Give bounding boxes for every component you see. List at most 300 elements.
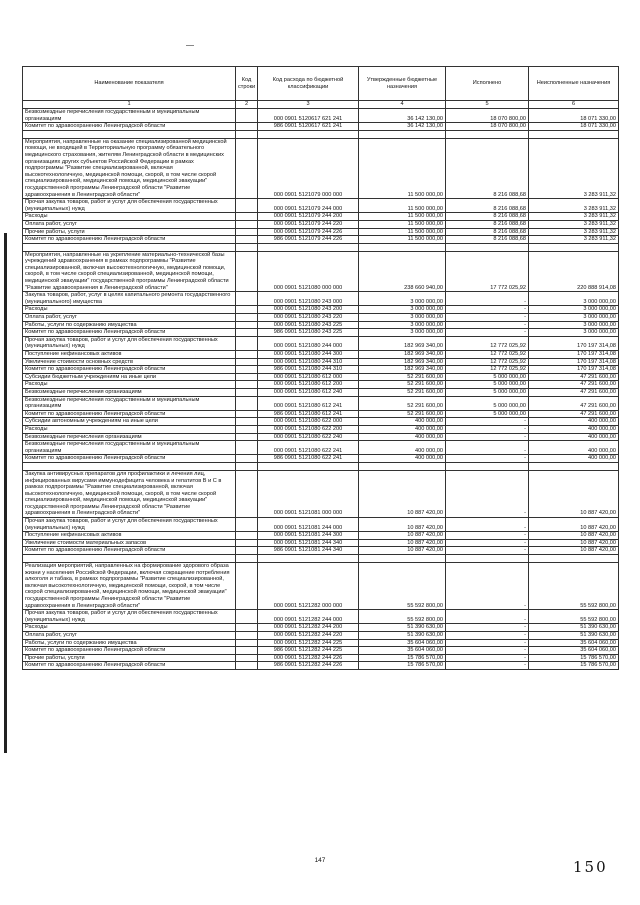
indicator-name: Расходы xyxy=(23,306,236,314)
approved-amount: 10 887 420,00 xyxy=(359,470,446,517)
approved-amount: 11 500 000,00 xyxy=(359,138,446,198)
approved-amount: 15 786 570,00 xyxy=(359,654,446,662)
header-cell: Наименование показателя xyxy=(23,67,236,101)
indicator-name: Комитет по здравоохранению Ленинградской области xyxy=(23,662,236,670)
approved-amount: 10 887 420,00 xyxy=(359,539,446,547)
executed-amount: 5 000 000,00 xyxy=(446,373,529,381)
approved-amount: 238 660 940,00 xyxy=(359,251,446,292)
executed-amount: 8 216 088,68 xyxy=(446,213,529,221)
approved-amount: 182 969 340,00 xyxy=(359,336,446,350)
executed-amount: 12 772 025,92 xyxy=(446,351,529,359)
unexecuted-amount: 170 197 314,08 xyxy=(529,336,619,350)
budget-code: 000 0901 5121081 244 300 xyxy=(258,532,359,540)
line-code xyxy=(236,455,258,463)
indicator-name: Оплата работ, услуг xyxy=(23,314,236,322)
line-code xyxy=(236,292,258,306)
table-row xyxy=(23,351,619,359)
header-cell: Исполнено xyxy=(446,67,529,101)
executed-amount: - xyxy=(446,662,529,670)
executed-amount: 12 772 025,92 xyxy=(446,336,529,350)
approved-amount: 52 291 600,00 xyxy=(359,396,446,410)
line-code xyxy=(236,314,258,322)
budget-code: 000 0901 5121282 244 226 xyxy=(258,654,359,662)
line-code xyxy=(236,624,258,632)
line-code xyxy=(236,351,258,359)
budget-code: 000 0901 5121081 000 000 xyxy=(258,470,359,517)
executed-amount: - xyxy=(446,292,529,306)
line-code xyxy=(236,631,258,639)
header-cell: Код расхода по бюджетной классификации xyxy=(258,67,359,101)
executed-amount: - xyxy=(446,441,529,455)
unexecuted-amount: 10 887 420,00 xyxy=(529,518,619,532)
approved-amount: 11 500 000,00 xyxy=(359,213,446,221)
executed-amount: - xyxy=(446,418,529,426)
indicator-name: Реализация мероприятий, направленных на формирование здорового образа жизни у населения Российской Федерации, включая сокращение потребления алкоголя и табака, в рамках подпрограммы "Развитие специализированной, включая высокотехнологичную, медицинской помощи, скорой, в том числе скорой специализированной, медицинской помощи, медицинской эвакуации" государственной программы Ленинградской области "Развитие здравоохранения в Ленинградской области" xyxy=(23,563,236,610)
header-cell: Неисполненные назначения xyxy=(529,67,619,101)
approved-amount: 400 000,00 xyxy=(359,455,446,463)
unexecuted-amount: 15 786 570,00 xyxy=(529,662,619,670)
approved-amount: 52 291 600,00 xyxy=(359,381,446,389)
table-row xyxy=(23,647,619,655)
budget-code: 000 0901 5121079 244 200 xyxy=(258,213,359,221)
approved-amount: 400 000,00 xyxy=(359,418,446,426)
approved-amount: 52 291 600,00 xyxy=(359,388,446,396)
unexecuted-amount: 51 390 630,00 xyxy=(529,631,619,639)
indicator-name xyxy=(23,462,236,470)
unexecuted-amount xyxy=(529,555,619,563)
handwritten-page-stamp: 150 xyxy=(573,858,608,876)
line-code xyxy=(236,321,258,329)
budget-code: 986 0901 5121079 244 226 xyxy=(258,236,359,244)
budget-execution-table xyxy=(22,66,619,670)
unexecuted-amount: 400 000,00 xyxy=(529,418,619,426)
line-code xyxy=(236,547,258,555)
unexecuted-amount: 170 197 314,08 xyxy=(529,366,619,374)
executed-amount: - xyxy=(446,624,529,632)
budget-code: 986 0901 5121080 612 241 xyxy=(258,410,359,418)
unexecuted-amount: 3 283 911,32 xyxy=(529,138,619,198)
unexecuted-amount: 3 283 911,32 xyxy=(529,199,619,213)
unexecuted-amount: 3 000 000,00 xyxy=(529,321,619,329)
unexecuted-amount: 3 283 911,32 xyxy=(529,220,619,228)
budget-code: 000 0901 5121080 612 000 xyxy=(258,373,359,381)
budget-code: 000 0901 5121282 244 200 xyxy=(258,624,359,632)
indicator-name: Оплата работ, услуг xyxy=(23,220,236,228)
indicator-name: Безвозмездные перечисления организациям xyxy=(23,433,236,441)
approved-amount: 11 500 000,00 xyxy=(359,236,446,244)
approved-amount: 36 142 130,00 xyxy=(359,109,446,123)
budget-code: 000 0901 5121079 244 220 xyxy=(258,220,359,228)
unexecuted-amount: 15 786 570,00 xyxy=(529,654,619,662)
budget-code: 000 0901 5121079 244 226 xyxy=(258,228,359,236)
line-code xyxy=(236,109,258,123)
executed-amount: - xyxy=(446,547,529,555)
indicator-name: Субсидии бюджетным учреждениям на иные цели xyxy=(23,373,236,381)
approved-amount: 3 000 000,00 xyxy=(359,314,446,322)
unexecuted-amount: 47 291 600,00 xyxy=(529,396,619,410)
table-row xyxy=(23,199,619,213)
approved-amount: 11 500 000,00 xyxy=(359,220,446,228)
unexecuted-amount: 3 283 911,32 xyxy=(529,236,619,244)
table-row xyxy=(23,654,619,662)
approved-amount: 10 887 420,00 xyxy=(359,547,446,555)
unexecuted-amount: 400 000,00 xyxy=(529,455,619,463)
executed-amount: 8 216 088,68 xyxy=(446,220,529,228)
indicator-name: Закупка товаров, работ, услуг в целях капитального ремонта государственного (муниципального) имущества xyxy=(23,292,236,306)
line-code xyxy=(236,228,258,236)
unexecuted-amount: 47 291 600,00 xyxy=(529,381,619,389)
unexecuted-amount: 3 283 911,32 xyxy=(529,213,619,221)
line-code xyxy=(236,555,258,563)
indicator-name: Поступление нефинансовых активов xyxy=(23,351,236,359)
approved-amount: 10 887 420,00 xyxy=(359,532,446,540)
table-row xyxy=(23,336,619,350)
approved-amount: 3 000 000,00 xyxy=(359,321,446,329)
unexecuted-amount: 10 887 420,00 xyxy=(529,539,619,547)
line-code xyxy=(236,518,258,532)
executed-amount: - xyxy=(446,433,529,441)
budget-code: 000 0901 5121080 243 000 xyxy=(258,292,359,306)
executed-amount: 5 000 000,00 xyxy=(446,396,529,410)
executed-amount: - xyxy=(446,518,529,532)
budget-code: 986 0901 5121080 244 310 xyxy=(258,366,359,374)
indicator-name: Работы, услуги по содержанию имущества xyxy=(23,321,236,329)
line-code xyxy=(236,220,258,228)
budget-code: 000 0901 5121080 000 000 xyxy=(258,251,359,292)
line-code xyxy=(236,251,258,292)
unexecuted-amount: 170 197 314,08 xyxy=(529,351,619,359)
executed-amount: 8 216 088,68 xyxy=(446,138,529,198)
table-row xyxy=(23,441,619,455)
budget-code: 986 0901 5121081 244 340 xyxy=(258,547,359,555)
executed-amount: 8 216 088,68 xyxy=(446,236,529,244)
approved-amount: 55 592 800,00 xyxy=(359,610,446,624)
unexecuted-amount: 3 000 000,00 xyxy=(529,329,619,337)
executed-amount: 17 772 025,92 xyxy=(446,251,529,292)
table-row xyxy=(23,639,619,647)
indicator-name: Расходы xyxy=(23,624,236,632)
budget-code: 000 0901 5121080 612 240 xyxy=(258,388,359,396)
budget-code: 000 0901 5121081 244 340 xyxy=(258,539,359,547)
table-row xyxy=(23,418,619,426)
unexecuted-amount: 35 604 060,00 xyxy=(529,647,619,655)
executed-amount: - xyxy=(446,425,529,433)
left-margin-mark xyxy=(4,233,7,753)
indicator-name: Прочая закупка товаров, работ и услуг для обеспечения государственных (муниципальных) нужд xyxy=(23,518,236,532)
column-number: 6 xyxy=(529,101,619,109)
budget-code: 986 0901 5120617 621 241 xyxy=(258,123,359,131)
line-code xyxy=(236,647,258,655)
budget-code: 000 0901 5121079 000 000 xyxy=(258,138,359,198)
unexecuted-amount: 51 390 630,00 xyxy=(529,624,619,632)
indicator-name: Безвозмездные перечисления государственным и муниципальным организациям xyxy=(23,441,236,455)
column-number-row xyxy=(23,101,619,109)
unexecuted-amount: 400 000,00 xyxy=(529,425,619,433)
executed-amount xyxy=(446,462,529,470)
line-code xyxy=(236,243,258,251)
executed-amount: - xyxy=(446,470,529,517)
indicator-name xyxy=(23,555,236,563)
executed-amount: 12 772 025,92 xyxy=(446,358,529,366)
indicator-name: Расходы xyxy=(23,425,236,433)
line-code xyxy=(236,138,258,198)
budget-code: 000 0901 5121080 244 300 xyxy=(258,351,359,359)
executed-amount: 18 070 800,00 xyxy=(446,123,529,131)
executed-amount: 5 000 000,00 xyxy=(446,410,529,418)
table-row xyxy=(23,243,619,251)
indicator-name: Работы, услуги по содержанию имущества xyxy=(23,639,236,647)
approved-amount: 3 000 000,00 xyxy=(359,292,446,306)
line-code xyxy=(236,358,258,366)
approved-amount: 182 969 340,00 xyxy=(359,351,446,359)
table-row xyxy=(23,138,619,198)
scan-artifact xyxy=(186,45,194,46)
approved-amount: 15 786 570,00 xyxy=(359,662,446,670)
column-number: 5 xyxy=(446,101,529,109)
line-code xyxy=(236,662,258,670)
budget-code: 000 0901 5121282 244 225 xyxy=(258,639,359,647)
approved-amount xyxy=(359,130,446,138)
indicator-name: Комитет по здравоохранению Ленинградской области xyxy=(23,410,236,418)
table-row xyxy=(23,462,619,470)
line-code xyxy=(236,539,258,547)
indicator-name: Мероприятия, направленные на укрепление материально-технической базы учреждений здравоохранения в рамках подпрограммы "Развитие специализированной, включая высокотехнологичную, медицинской помощи, скорой, в том числе скорой специализированной, медицинской помощи, медицинской эвакуации" государственной программы Ленинградской области "Развитие здравоохранения в Ленинградской области" xyxy=(23,251,236,292)
indicator-name: Увеличение стоимости основных средств xyxy=(23,358,236,366)
table-row xyxy=(23,539,619,547)
unexecuted-amount: 18 071 330,00 xyxy=(529,109,619,123)
executed-amount: - xyxy=(446,631,529,639)
executed-amount: - xyxy=(446,314,529,322)
unexecuted-amount: 10 887 420,00 xyxy=(529,547,619,555)
line-code xyxy=(236,366,258,374)
indicator-name: Прочая закупка товаров, работ и услуг для обеспечения государственных (муниципальных) нужд xyxy=(23,610,236,624)
line-code xyxy=(236,462,258,470)
line-code xyxy=(236,213,258,221)
line-code xyxy=(236,396,258,410)
indicator-name: Прочая закупка товаров, работ и услуг для обеспечения государственных (муниципальных) нужд xyxy=(23,199,236,213)
budget-code xyxy=(258,555,359,563)
table-row xyxy=(23,251,619,292)
table-row xyxy=(23,555,619,563)
unexecuted-amount: 55 592 800,00 xyxy=(529,610,619,624)
table-row xyxy=(23,532,619,540)
approved-amount xyxy=(359,555,446,563)
executed-amount: 12 772 025,92 xyxy=(446,366,529,374)
unexecuted-amount xyxy=(529,462,619,470)
line-code xyxy=(236,441,258,455)
budget-code: 000 0901 5121080 243 200 xyxy=(258,306,359,314)
indicator-name: Комитет по здравоохранению Ленинградской области xyxy=(23,547,236,555)
indicator-name: Безвозмездные перечисления организациям xyxy=(23,388,236,396)
table-row xyxy=(23,396,619,410)
executed-amount: 5 000 000,00 xyxy=(446,388,529,396)
unexecuted-amount: 55 592 800,00 xyxy=(529,563,619,610)
executed-amount: - xyxy=(446,532,529,540)
budget-code: 000 0901 5121081 244 000 xyxy=(258,518,359,532)
unexecuted-amount: 35 604 060,00 xyxy=(529,639,619,647)
budget-code: 986 0901 5121282 244 226 xyxy=(258,662,359,670)
executed-amount: - xyxy=(446,563,529,610)
approved-amount: 10 887 420,00 xyxy=(359,518,446,532)
indicator-name: Комитет по здравоохранению Ленинградской области xyxy=(23,329,236,337)
executed-amount xyxy=(446,555,529,563)
budget-code: 000 0901 5121080 622 000 xyxy=(258,418,359,426)
budget-code: 000 0901 5121080 622 241 xyxy=(258,441,359,455)
line-code xyxy=(236,329,258,337)
executed-amount: - xyxy=(446,647,529,655)
line-code xyxy=(236,306,258,314)
indicator-name: Закупка антивирусных препаратов для профилактики и лечения лиц, инфицированных вирусами иммунодефицита человека и гепатитов В и С в рамках подпрограммы "Развитие специализированной, включая высокотехнологичную, медицинской помощи, скорой, в том числе скорой специализированной, медицинской помощи, медицинской эвакуации" государственной программы Ленинградской области "Развитие здравоохранения в Ленинградской области" xyxy=(23,470,236,517)
line-code xyxy=(236,199,258,213)
approved-amount: 182 969 340,00 xyxy=(359,366,446,374)
column-number: 1 xyxy=(23,101,236,109)
table-row xyxy=(23,381,619,389)
table-row xyxy=(23,610,619,624)
table-row xyxy=(23,373,619,381)
unexecuted-amount: 3 000 000,00 xyxy=(529,306,619,314)
column-number: 4 xyxy=(359,101,446,109)
indicator-name xyxy=(23,243,236,251)
unexecuted-amount xyxy=(529,243,619,251)
unexecuted-amount: 400 000,00 xyxy=(529,433,619,441)
table-row xyxy=(23,425,619,433)
indicator-name: Увеличение стоимости материальных запасов xyxy=(23,539,236,547)
unexecuted-amount: 10 887 420,00 xyxy=(529,470,619,517)
approved-amount: 52 291 600,00 xyxy=(359,410,446,418)
table-row xyxy=(23,236,619,244)
approved-amount: 400 000,00 xyxy=(359,433,446,441)
budget-code: 000 0901 5120617 621 241 xyxy=(258,109,359,123)
indicator-name: Прочие работы, услуги xyxy=(23,654,236,662)
indicator-name: Комитет по здравоохранению Ленинградской области xyxy=(23,123,236,131)
table-row xyxy=(23,220,619,228)
line-code xyxy=(236,433,258,441)
column-number: 3 xyxy=(258,101,359,109)
indicator-name xyxy=(23,130,236,138)
approved-amount xyxy=(359,462,446,470)
indicator-name: Комитет по здравоохранению Ленинградской области xyxy=(23,647,236,655)
table-row xyxy=(23,306,619,314)
page-number: 147 xyxy=(314,857,326,864)
executed-amount: - xyxy=(446,654,529,662)
unexecuted-amount: 220 888 914,08 xyxy=(529,251,619,292)
indicator-name: Субсидии автономным учреждениям на иные цели xyxy=(23,418,236,426)
executed-amount: - xyxy=(446,321,529,329)
executed-amount: 8 216 088,68 xyxy=(446,199,529,213)
executed-amount: - xyxy=(446,306,529,314)
indicator-name: Мероприятия, направленные на оказание специализированной медицинской помощи, не входящей в Территориальную программу обязательного медицинского страхования, жителям Ленинградской области в медицинских организациях других субъектов Российской Федерации в рамках подпрограммы "Развитие специализированной, включая высокотехнологичную, медицинской помощи, скорой, в том числе скорой специализированной, медицинской помощи, медицинской эвакуации" государственной программы Ленинградской области "Развитие здравоохранения в Ленинградской области" xyxy=(23,138,236,198)
line-code xyxy=(236,418,258,426)
approved-amount: 11 500 000,00 xyxy=(359,228,446,236)
executed-amount: - xyxy=(446,639,529,647)
approved-amount: 182 969 340,00 xyxy=(359,358,446,366)
executed-amount: - xyxy=(446,455,529,463)
line-code xyxy=(236,610,258,624)
line-code xyxy=(236,410,258,418)
unexecuted-amount: 170 197 314,08 xyxy=(529,358,619,366)
line-code xyxy=(236,123,258,131)
budget-code xyxy=(258,462,359,470)
indicator-name: Комитет по здравоохранению Ленинградской области xyxy=(23,366,236,374)
table-row xyxy=(23,563,619,610)
table-row xyxy=(23,410,619,418)
approved-amount: 3 000 000,00 xyxy=(359,329,446,337)
line-code xyxy=(236,373,258,381)
line-code xyxy=(236,654,258,662)
executed-amount: - xyxy=(446,329,529,337)
budget-code: 986 0901 5121080 243 225 xyxy=(258,329,359,337)
unexecuted-amount: 18 071 330,00 xyxy=(529,123,619,131)
indicator-name: Поступление нефинансовых активов xyxy=(23,532,236,540)
table-row xyxy=(23,329,619,337)
budget-code: 000 0901 5121080 244 000 xyxy=(258,336,359,350)
column-number: 2 xyxy=(236,101,258,109)
budget-code: 000 0901 5121080 622 200 xyxy=(258,425,359,433)
table-row xyxy=(23,624,619,632)
budget-code: 000 0901 5121080 243 225 xyxy=(258,321,359,329)
table-row xyxy=(23,547,619,555)
unexecuted-amount: 3 000 000,00 xyxy=(529,292,619,306)
line-code xyxy=(236,639,258,647)
table-row xyxy=(23,518,619,532)
budget-code: 000 0901 5121080 612 200 xyxy=(258,381,359,389)
executed-amount xyxy=(446,130,529,138)
table-row xyxy=(23,631,619,639)
line-code xyxy=(236,388,258,396)
line-code xyxy=(236,381,258,389)
table-row xyxy=(23,433,619,441)
approved-amount: 400 000,00 xyxy=(359,425,446,433)
indicator-name: Оплата работ, услуг xyxy=(23,631,236,639)
budget-code xyxy=(258,243,359,251)
table-row xyxy=(23,358,619,366)
approved-amount: 51 390 630,00 xyxy=(359,624,446,632)
budget-code: 000 0901 5121079 244 000 xyxy=(258,199,359,213)
approved-amount xyxy=(359,243,446,251)
table-row xyxy=(23,228,619,236)
unexecuted-amount: 3 283 911,32 xyxy=(529,228,619,236)
approved-amount: 51 390 630,00 xyxy=(359,631,446,639)
table-row xyxy=(23,292,619,306)
budget-code: 000 0901 5121282 244 220 xyxy=(258,631,359,639)
table-row xyxy=(23,123,619,131)
line-code xyxy=(236,336,258,350)
unexecuted-amount: 400 000,00 xyxy=(529,441,619,455)
unexecuted-amount xyxy=(529,130,619,138)
budget-code: 986 0901 5121282 244 225 xyxy=(258,647,359,655)
table-row xyxy=(23,470,619,517)
table-row xyxy=(23,366,619,374)
budget-code: 000 0901 5121282 000 000 xyxy=(258,563,359,610)
line-code xyxy=(236,236,258,244)
table-row xyxy=(23,388,619,396)
table-row xyxy=(23,662,619,670)
executed-amount: 18 070 800,00 xyxy=(446,109,529,123)
approved-amount: 55 592 800,00 xyxy=(359,563,446,610)
approved-amount: 35 604 060,00 xyxy=(359,647,446,655)
approved-amount: 400 000,00 xyxy=(359,441,446,455)
approved-amount: 36 142 130,00 xyxy=(359,123,446,131)
line-code xyxy=(236,470,258,517)
header-row xyxy=(23,67,619,101)
line-code xyxy=(236,563,258,610)
executed-amount: 5 000 000,00 xyxy=(446,381,529,389)
executed-amount: - xyxy=(446,610,529,624)
unexecuted-amount: 47 291 600,00 xyxy=(529,388,619,396)
executed-amount: 8 216 088,68 xyxy=(446,228,529,236)
indicator-name: Безвозмездные перечисления государственным и муниципальным организациям xyxy=(23,396,236,410)
budget-code: 000 0901 5121282 244 000 xyxy=(258,610,359,624)
